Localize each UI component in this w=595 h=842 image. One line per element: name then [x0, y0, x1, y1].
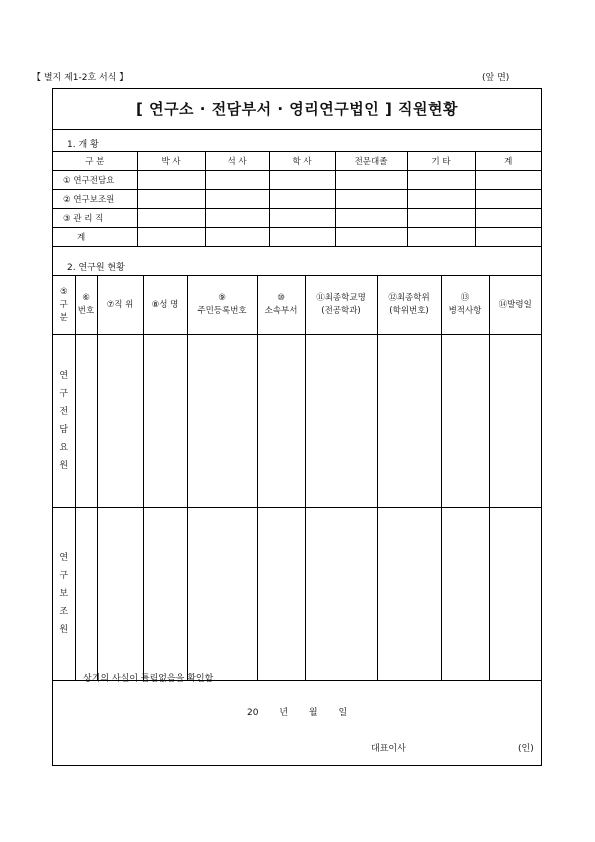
input-cell[interactable] — [269, 209, 335, 228]
group-label-char: 연 — [59, 553, 69, 563]
input-cell[interactable] — [75, 335, 97, 508]
overview-table — [53, 151, 541, 247]
input-cell[interactable] — [97, 335, 143, 508]
col-header-number: ⑥ — [82, 293, 90, 303]
input-cell[interactable] — [143, 335, 187, 508]
col-header-text: ⑭발령일 — [498, 299, 532, 310]
col-header-number: ⑤ — [59, 286, 68, 297]
table-row — [53, 209, 541, 228]
input-cell[interactable] — [205, 228, 269, 247]
row-header: ① 연구전담요 — [53, 171, 137, 190]
input-cell[interactable] — [489, 335, 541, 508]
input-cell[interactable] — [377, 335, 441, 508]
date-day-unit: 일 — [338, 708, 348, 718]
col-header — [97, 276, 143, 335]
input-cell[interactable] — [269, 171, 335, 190]
row-header: ③ 관 리 직 — [53, 209, 137, 228]
input-cell[interactable] — [407, 228, 475, 247]
input-cell[interactable] — [335, 171, 407, 190]
group-label-char: 조 — [59, 607, 69, 617]
col-header — [75, 276, 97, 335]
input-cell[interactable] — [137, 171, 205, 190]
col-header-text: 소속부서 — [264, 306, 298, 316]
group-label-char: 원 — [59, 461, 69, 471]
date-year-prefix: 20 — [247, 708, 259, 718]
input-cell[interactable] — [335, 209, 407, 228]
col-header — [53, 276, 75, 335]
col-header: 학 사 — [269, 152, 335, 171]
form-frame — [52, 88, 542, 766]
col-header — [489, 276, 541, 335]
form-number: 【 별지 제1-2호 서식 】 — [32, 73, 129, 83]
researcher-table — [53, 275, 541, 681]
col-header-text: ⑧성 명 — [151, 299, 179, 310]
group-label-char: 구 — [59, 571, 69, 581]
col-header-number: ⑬ — [460, 293, 470, 303]
section1-label: 1. 개 황 — [67, 140, 99, 150]
col-header: 계 — [475, 152, 541, 171]
input-cell[interactable] — [137, 209, 205, 228]
input-cell[interactable] — [335, 228, 407, 247]
input-cell[interactable] — [407, 190, 475, 209]
row-header: 계 — [53, 228, 137, 247]
group-label-char: 담 — [59, 425, 69, 435]
col-header: 기 타 — [407, 152, 475, 171]
group-label-char: 전 — [59, 407, 69, 417]
input-cell[interactable] — [407, 171, 475, 190]
input-cell[interactable] — [475, 228, 541, 247]
input-cell[interactable] — [475, 171, 541, 190]
col-header-number: ⑩ — [277, 293, 285, 303]
col-header — [143, 276, 187, 335]
group-label-char: 연 — [59, 371, 69, 381]
group-row-dedicated — [53, 335, 541, 508]
group-label-char: 요 — [59, 443, 69, 453]
confirmation-text: 상기의 사실이 틀림없음을 확인함. — [83, 674, 217, 684]
col-header — [305, 276, 377, 335]
input-cell[interactable] — [137, 190, 205, 209]
col-header-text: ⑦직 위 — [106, 299, 134, 310]
input-cell[interactable] — [257, 335, 305, 508]
date-year-unit: 년 — [279, 708, 289, 718]
input-cell[interactable] — [441, 335, 489, 508]
signer-title: 대표이사 — [371, 744, 406, 754]
col-header-number: ⑨ — [218, 293, 226, 303]
col-header-text: ⑪최종학교명 (전공학과) — [316, 293, 366, 316]
col-header-text: ⑫최종학위 (학위번호) — [388, 293, 430, 316]
group-label-char: 보 — [59, 589, 69, 599]
col-header: 석 사 — [205, 152, 269, 171]
overview-header-row — [53, 152, 541, 171]
col-header: 박 사 — [137, 152, 205, 171]
input-cell[interactable] — [475, 190, 541, 209]
confirmation-area — [53, 649, 541, 767]
input-cell[interactable] — [475, 209, 541, 228]
input-cell[interactable] — [269, 228, 335, 247]
group-label-char: 구 — [59, 389, 69, 399]
input-cell[interactable] — [205, 190, 269, 209]
col-header: 전문대졸 — [335, 152, 407, 171]
page-side-label: (앞 면) — [482, 73, 510, 83]
col-header-text: 병적사항 — [448, 306, 482, 316]
col-header-text: 구 분 — [59, 299, 68, 323]
input-cell[interactable] — [407, 209, 475, 228]
table-row — [53, 171, 541, 190]
input-cell[interactable] — [305, 335, 377, 508]
input-cell[interactable] — [137, 228, 205, 247]
input-cell[interactable] — [205, 209, 269, 228]
section2-label: 2. 연구원 현황 — [67, 263, 125, 273]
date-month-unit: 월 — [308, 708, 318, 718]
date-line — [247, 705, 365, 718]
input-cell[interactable] — [187, 335, 257, 508]
col-header — [377, 276, 441, 335]
form-title: [ 연구소 · 전담부서 · 영리연구법인 ] 직원현황 — [53, 89, 541, 130]
col-header — [441, 276, 489, 335]
col-header: 구 분 — [53, 152, 137, 171]
group-label — [53, 335, 75, 508]
col-header — [187, 276, 257, 335]
input-cell[interactable] — [205, 171, 269, 190]
seal-mark: (인) — [518, 744, 534, 754]
input-cell[interactable] — [269, 190, 335, 209]
researcher-header-row — [53, 276, 541, 335]
table-row — [53, 190, 541, 209]
table-row — [53, 228, 541, 247]
col-header-text: 주민등록번호 — [197, 306, 247, 316]
row-header: ② 연구보조원 — [53, 190, 137, 209]
input-cell[interactable] — [335, 190, 407, 209]
col-header — [257, 276, 305, 335]
group-label-char: 원 — [59, 625, 69, 635]
col-header-text: 번호 — [77, 306, 95, 316]
